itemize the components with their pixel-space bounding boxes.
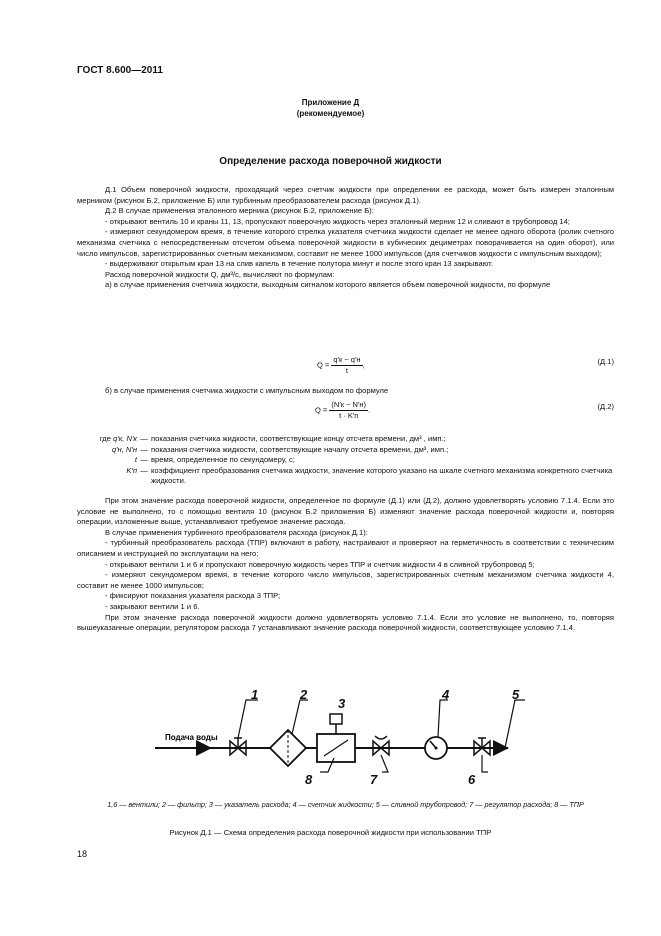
text-block-3 xyxy=(77,496,614,634)
where-lead: где xyxy=(99,434,111,443)
paragraph: - измеряют секундомером время, в течение которого число импульсов, зарегистрированных счетным механизмом счетчика жидкости 4, составит не менее 1000 импульсов; xyxy=(77,570,614,590)
definition-symbol: q′н, N′н xyxy=(111,444,137,454)
paragraph: б) в случае применения счетчика жидкости с импульсным выходом по формуле xyxy=(105,386,389,395)
label-7: 7 xyxy=(370,772,378,787)
definition-symbol: K′п xyxy=(126,465,137,475)
figure-caption: Рисунок Д.1 — Схема определения расхода поверочной жидкости при использовании ТПР xyxy=(169,828,492,837)
flow-regulator-7 xyxy=(373,736,389,755)
filter-2 xyxy=(270,730,306,766)
text-block-1 xyxy=(77,185,614,291)
paragraph: а) в случае применения счетчика жидкости, выходным сигналом которого является объем поверочной жидкости, по формуле xyxy=(105,280,551,290)
definition-row xyxy=(77,455,614,466)
definition-row xyxy=(77,466,614,487)
paragraph: Д.2 В случае применения эталонного мерника (рисунок Б.2, приложение Б): xyxy=(105,206,374,216)
formula-numerator: (N′к − N′н) xyxy=(331,400,367,409)
definition-dash: — xyxy=(140,455,148,465)
valve-6 xyxy=(474,738,490,755)
paragraph: Расход поверочной жидкости Q, дм³/с, вычисляют по формулам: xyxy=(105,269,335,279)
symbol-definitions xyxy=(77,434,614,487)
label-2: 2 xyxy=(300,688,308,702)
paragraph: При этом значение расхода поверочной жидкости должно удовлетворять условию 7.1.4. Если это условие не выполнено, то, повторяя вышеуказанные операции, регулятором расхода 7 устанавливают значение расхода поверочной жидкости, соответствующее условию 7.1.4. xyxy=(77,612,614,633)
definition-text: показания счетчика жидкости, соответствующие концу отсчета времени, дм³ , имп.; xyxy=(151,434,446,443)
definition-text: время, определенное по секундомеру, с; xyxy=(151,455,295,465)
figure-legend: 1,6 — вентили; 2 — фильтр; 3 — указатель расхода; 4 — счетчик жидкости; 5 — сливной трубопровод; 7 — регулятор расхода; 8 — ТПР xyxy=(107,800,584,809)
appendix-title: Приложение Д xyxy=(301,98,360,107)
formula-tail: , xyxy=(362,360,365,370)
definition-dash: — xyxy=(140,465,148,475)
formula-denominator: t xyxy=(345,366,349,375)
paragraph: - турбинный преобразователь расхода (ТПР) включают в работу, настраивают и проверяют на герметичность в соответствии с техническим описанием и инструкцией по эксплуатации на него; xyxy=(77,538,614,558)
formula-lhs: Q = xyxy=(317,360,330,370)
section-title: Определение расхода поверочной жидкости xyxy=(219,156,442,167)
inlet-label: Подача воды xyxy=(165,733,218,742)
definition-symbol: где q′к, N′к xyxy=(99,434,137,443)
text-block-2 xyxy=(77,386,614,397)
formula-numerator: q′к − q′н xyxy=(333,355,361,364)
paragraph: - открывают вентиль 10 и краны 11, 13, пропускают поверочную жидкость через эталонный мерник 12 и сливают в трубопровод 14; xyxy=(105,216,570,226)
formula-lhs: Q = xyxy=(315,405,328,415)
label-8: 8 xyxy=(305,772,313,787)
formula-denominator: t · K′п xyxy=(339,411,359,420)
formula-tail: . xyxy=(368,405,371,415)
formula-number: (Д.1) xyxy=(597,357,614,366)
paragraph: - выдерживают открытым кран 13 на слив капель в течение полутора минут и после этого кран 13 закрывают. xyxy=(105,259,493,269)
paragraph: В случае применения турбинного преобразователя расхода (рисунок Д.1): xyxy=(105,527,368,537)
paragraph: - фиксируют показания указателя расхода 3 ТПР; xyxy=(105,591,281,601)
formula-fraction xyxy=(329,400,371,421)
paragraph: - измеряют секундомером время, в течение которого стрелка указателя счетчика жидкости сделает не менее одного оборота (ролик счетного механизма счетчика с непосредственным отсчетом объема поверочной жидкости в кубических дециметрах поворачивается на один оборот), или число импульсов, зарегистрированных счетным механизмом, составит не менее 1000 импульсов (для счетчиков жидкости с импульсным выходом); xyxy=(77,227,614,258)
label-5: 5 xyxy=(512,688,520,702)
formula-d2 xyxy=(77,400,614,426)
paragraph: - закрывают вентили 1 и 6. xyxy=(105,601,200,611)
paragraph: При этом значение расхода поверочной жидкости, определенное по формуле (Д.1) или (Д.2), должно удовлетворять условию 7.1.4. Если это условие не выполнено, то с помощью вентиля 10 (рисунок Б.2 приложения Б) изменяют значение расхода поверочной жидкости и, повторяя операции, изложенные выше, устанавливают требуемое значение расхода. xyxy=(77,496,614,527)
definition-row xyxy=(77,445,614,456)
flow-diagram xyxy=(150,688,530,793)
definition-dash: — xyxy=(140,434,148,443)
appendix-heading xyxy=(0,97,661,119)
definition-dash: — xyxy=(140,444,148,454)
valve-1 xyxy=(230,738,246,755)
page-number: 18 xyxy=(77,849,88,859)
label-3: 3 xyxy=(338,696,346,711)
definition-text: коэффициент преобразования счетчика жидкости, значение которого указано на шкале счетного механизма конкретного счетчика жидкости. xyxy=(151,465,613,486)
label-4: 4 xyxy=(442,688,450,702)
label-6: 6 xyxy=(468,772,476,787)
definition-row xyxy=(77,434,614,445)
formula-number: (Д.2) xyxy=(597,402,614,411)
label-1: 1 xyxy=(251,688,259,702)
paragraph: - открывают вентили 1 и 6 и пропускают поверочную жидкость через ТПР и счетчик жидкости 4 в сливной трубопровод 5; xyxy=(105,559,535,569)
document-header: ГОСТ 8.600—2011 xyxy=(77,65,163,76)
paragraph: Д.1 Объем поверочной жидкости, проходящий через счетчик жидкости при определении ее расхода, может быть измерен эталонным мерником (рисунок Б.2, приложение Б) или турбинным преобразователем расхода (рисунок Д.1). xyxy=(77,185,614,205)
formula-d1 xyxy=(77,355,614,381)
appendix-subtitle: (рекомендуемое) xyxy=(296,109,365,118)
turbine-flow-converter-8 xyxy=(317,724,355,762)
formula-fraction xyxy=(331,355,362,376)
definition-symbol: t xyxy=(134,455,137,465)
liquid-counter-4 xyxy=(425,737,447,759)
flow-indicator-3 xyxy=(330,714,342,724)
definition-text: показания счетчика жидкости, соответствующие началу отсчета времени, дм³, имп.; xyxy=(151,444,449,454)
